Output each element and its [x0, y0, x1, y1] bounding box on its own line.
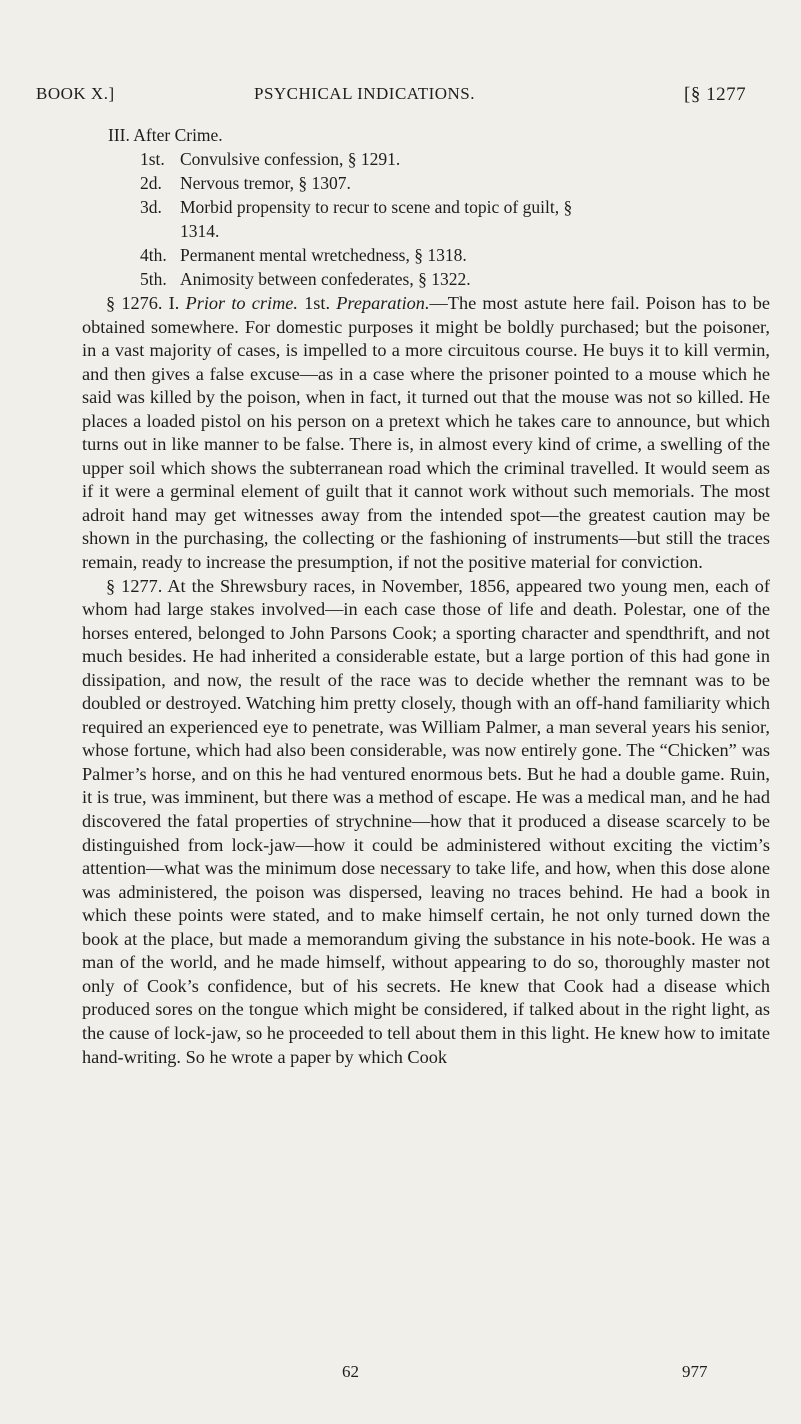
outline-title: III. After Crime. — [108, 125, 223, 145]
page-number: 977 — [682, 1362, 708, 1381]
subsection-number: 1st. — [297, 293, 337, 313]
paragraph-1277: § 1277. At the Shrewsbury races, in November, 1856, appeared two young men, each of whom had large stakes involved—in each case those of life and death. Polestar, one of the horses entered, belonged to John Parsons Cook; a sporting character and spendthrift, and not much besides. He had inherited a considerable estate, but a large portion of this had gone in dissipation, and now, the result of the race was to decide whether the remnant was to be doubled or destroyed. Watching him pretty closely, though with an off-hand familiarity which required an experienced eye to penetrate, was William Palmer, a man several years his senior, whose fortune, which had also been considerable, was now entirely gone. The “Chicken” was Palmer’s horse, and on this he had ventured enormous bets. But he had a double game. Ruin, it is true, was imminent, but there was a method of escape. He was a medical man, and he had discovered the fatal properties of strychnine—how that it produced a disease scarcely to be distinguished from lock-jaw—how it could be administered without exciting the victim’s attention—what was the minimum dose necessary to take life, and how, when this dose alone was administered, the poison was dispersed, leaving no traces behind. He had a book in which these points were stated, and to make himself certain, he not only turned down the book at the place, but made a memorandum giving the substance in his note-book. He was a man of the world, and he made himself, without appearing to do so, thoroughly master not only of Cook’s confidence, but of his secrets. He knew that Cook had a disease which produced sores on the tongue which might be considered, if talked about in the right light, as the cause of lock-jaw, so he proceeded to tell about them in this light. He knew how to imitate hand-writing. So he wrote a paper by which Cook — [82, 575, 770, 1067]
outline-item-text: Convulsive confession, § 1291. — [180, 149, 401, 169]
outline-item-number: 2d. — [140, 173, 162, 193]
outline-item-number: 1st. — [140, 149, 165, 169]
outline-item-number: 5th. — [140, 269, 167, 289]
header-section-ref: [§ 1277 — [684, 84, 747, 105]
outline-item-number: 4th. — [140, 245, 167, 265]
outline-item-text: Permanent mental wretchedness, § 1318. — [180, 245, 467, 265]
section-lead: § 1276. I. — [106, 293, 186, 313]
outline-item-text: Nervous tremor, § 1307. — [180, 173, 351, 193]
outline-item — [140, 268, 770, 292]
paragraph-text: —The most astute here fail. Poison has to be obtained somewhere. For domestic purposes it might be boldly purchased; but the poisoner, in a vast majority of cases, is impelled to a more circuitous course. He buys it to kill vermin, and then gives a false excuse—as in a case where the prisoner pointed to a mouse which he said was killed by the poison, when in fact, it turned out that the mouse was not so killed. He places a loaded pistol on his person on a pretext which he takes care to announce, but which turns out in like manner to be false. There is, in almost every kind of crime, a swelling of the upper soil which shows the subterranean road which the criminal travelled. It would seem as if it were a germinal element of guilt that it cannot work without such memorials. The most adroit hand may get witnesses away from the intended spot—the greatest caution may be shown in the purchasing, the collecting or the fashioning of instruments—but still the traces remain, ready to increase the presumption, if not the positive material for conviction. — [82, 293, 770, 573]
outline-item — [140, 172, 770, 196]
outline-item — [140, 244, 770, 268]
body-text — [82, 292, 770, 1069]
heading-preparation: Preparation. — [336, 293, 430, 313]
heading-prior-to-crime: Prior to crime. — [185, 293, 298, 313]
page-footer — [0, 1362, 801, 1386]
outline-item-text: Animosity between confederates, § 1322. — [180, 269, 471, 289]
signature-mark: 62 — [342, 1362, 359, 1381]
outline-item — [140, 196, 770, 243]
header-book-label: BOOK X.] — [36, 84, 115, 103]
running-header — [36, 84, 781, 110]
outline-item-text: Morbid propensity to recur to scene and topic of guilt, § — [180, 197, 573, 217]
outline-item — [140, 148, 770, 172]
outline-item-number: 3d. — [140, 197, 162, 217]
paragraph-1276 — [82, 292, 770, 575]
header-chapter-title: PSYCHICAL INDICATIONS. — [254, 84, 475, 103]
outline-item-continuation: 1314. — [180, 220, 220, 241]
